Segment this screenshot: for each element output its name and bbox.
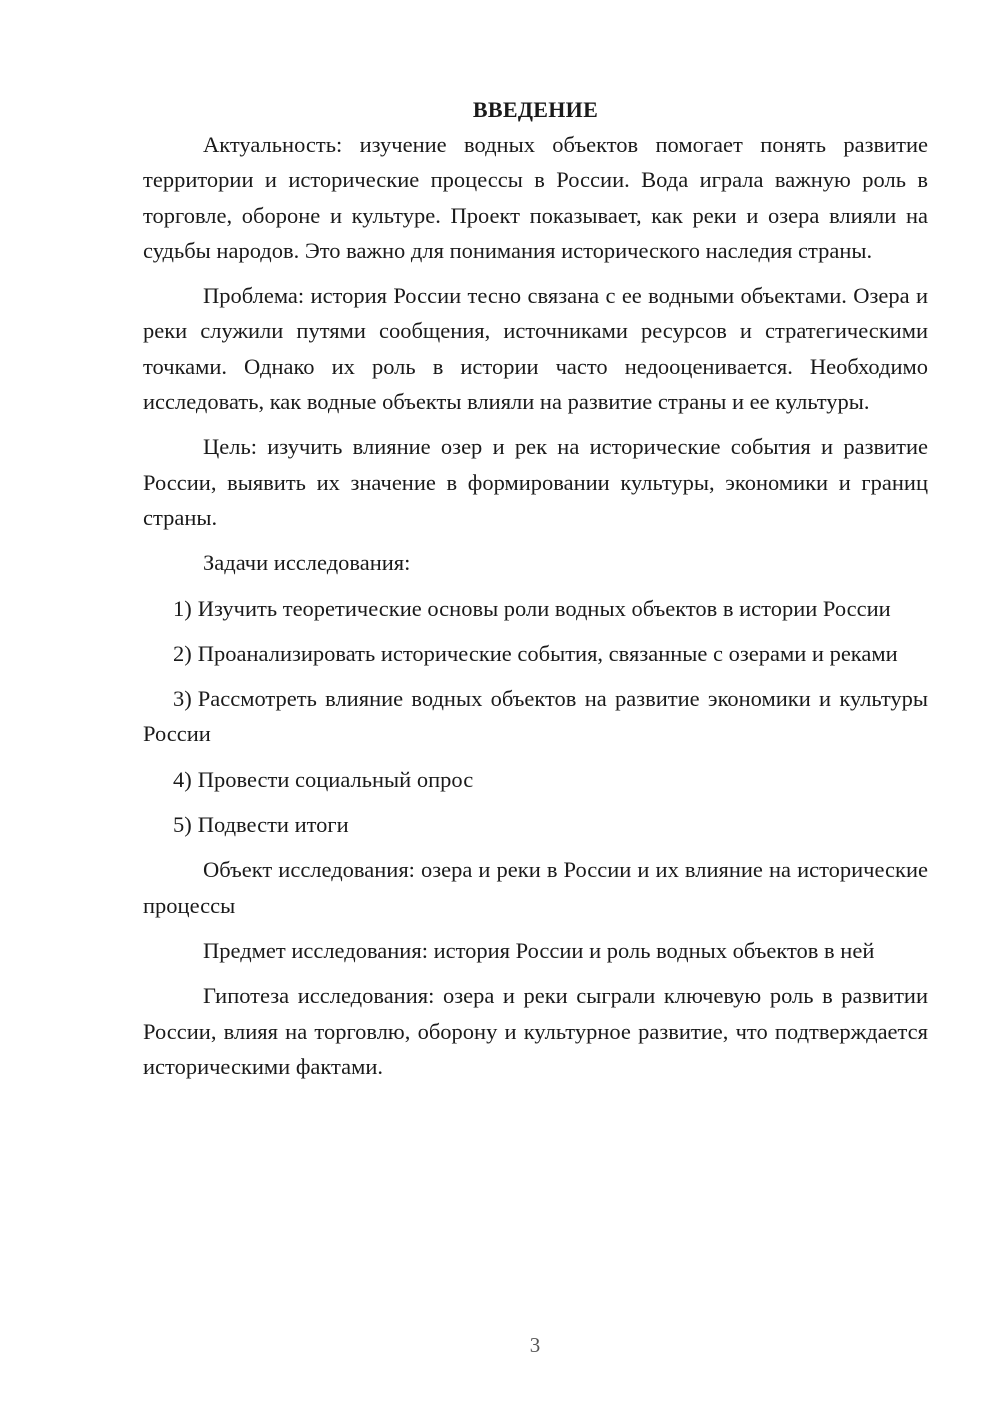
problem-paragraph: Проблема: история России тесно связана с ее водными объектами. Озера и реки служили путями сообщения, источниками ресурсов и стратегическими точками. Однако их роль в истории часто недооценивается. Необходимо исследовать, как водные объекты влияли на развитие страны и ее культуры. xyxy=(143,283,928,415)
task-item xyxy=(143,591,928,626)
task-text: Изучить теоретические основы роли водных объектов в истории России xyxy=(197,595,891,621)
page-number: 3 xyxy=(529,1333,541,1357)
task-number: 1) xyxy=(173,595,192,621)
task-item xyxy=(143,762,928,797)
relevance-paragraph: Актуальность: изучение водных объектов помогает понять развитие территории и исторические процессы в России. Вода играла важную роль в торговле, обороне и культуре. Проект показывает, как реки и озера влияли на судьбы народов. Это важно для понимания исторического наследия страны. xyxy=(143,132,928,263)
task-text: Подвести итоги xyxy=(197,812,349,838)
goal-paragraph: Цель: изучить влияние озер и рек на исторические события и развитие России, выявить их значение в формировании культуры, экономики и границ страны. xyxy=(143,434,928,530)
task-item xyxy=(143,636,928,671)
task-text: Провести социальный опрос xyxy=(197,766,474,792)
tasks-heading: Задачи исследования: xyxy=(203,550,411,576)
task-number: 3) xyxy=(173,686,192,712)
task-item xyxy=(143,681,928,752)
task-number: 5) xyxy=(173,812,192,838)
hypothesis-paragraph: Гипотеза исследования: озера и реки сыграли ключевую роль в развитии России, влияя на торговлю, оборону и культурное развитие, что подтверждается историческими фактами. xyxy=(143,983,928,1079)
task-item xyxy=(143,807,928,842)
object-paragraph: Объект исследования: озера и реки в России и их влияние на исторические процессы xyxy=(143,857,928,918)
subject-paragraph: Предмет исследования: история России и роль водных объектов в ней xyxy=(203,937,875,963)
document-page xyxy=(143,92,928,1094)
section-title: ВВЕДЕНИЕ xyxy=(472,97,599,122)
task-number: 2) xyxy=(173,640,192,666)
task-text: Проанализировать исторические события, связанные с озерами и реками xyxy=(197,640,898,666)
task-text: Рассмотреть влияние водных объектов на развитие экономики и культуры России xyxy=(143,686,928,747)
task-number: 4) xyxy=(173,766,192,792)
